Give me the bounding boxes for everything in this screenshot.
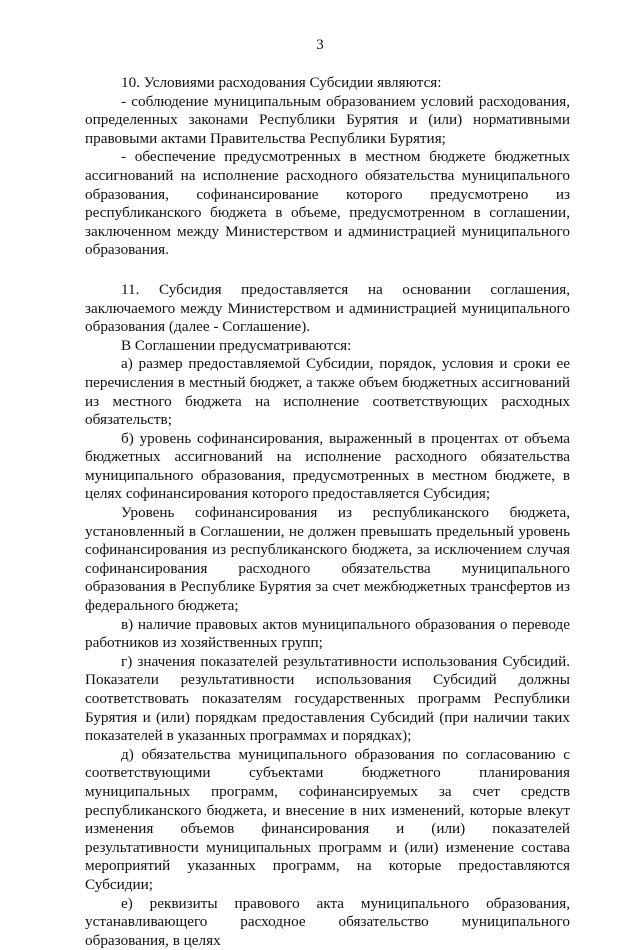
section-10-item-1: - соблюдение муниципальным образованием условий расходования, определенных законами Республики Бурятия и (или) нормативными правовыми актами Правительства Республики Бурятия; [85, 92, 570, 147]
section-10 [85, 74, 570, 260]
section-10-heading: 10. Условиями расходования Субсидии являются: [121, 74, 442, 91]
section-11-item-d: д) обязательства муниципального образования по согласованию с соответствующими субъектами бюджетного планирования муниципальных программ, софинансируемых за счет средств республиканского бюджета, и внесение в них изменений, которые влекут изменения объемов финансирования и (или) показателей результативности муниципальных программ и (или) изменение состава мероприятий указанных программ, на которые предоставляются Субсидии; [85, 745, 570, 893]
section-11-cofinancing-level: Уровень софинансирования из республиканского бюджета, установленный в Соглашении, не должен превышать предельный уровень софинансирования из республиканского бюджета, за исключением случая софинансирования расходного обязательства муниципального образования в Республике Бурятия за счет межбюджетных трансфертов из федерального бюджета; [85, 504, 570, 615]
section-11-item-a: а) размер предоставляемой Субсидии, порядок, условия и сроки ее перечисления в местный бюджет, а также объем бюджетных ассигнований из местного бюджета на исполнение соответствующих расходных обязательств; [85, 355, 570, 429]
page-number: 3 [316, 37, 324, 53]
section-11 [85, 281, 570, 950]
section-11-item-v: в) наличие правовых актов муниципального образования о переводе работников из хозяйственных групп; [85, 615, 570, 652]
document-body [85, 74, 570, 950]
section-11-intro: В Соглашении предусматриваются: [121, 336, 352, 354]
section-11-heading: 11. Субсидия предоставляется на основании соглашения, заключаемого между Министерством и администрацией муниципального образования (далее - Соглашение). [85, 280, 570, 336]
section-11-item-e: е) реквизиты правового акта муниципального образования, устанавливающего расходное обязательство муниципального образования, в целях [85, 894, 570, 949]
section-11-item-g: г) значения показателей результативности использования Субсидий. Показатели результативности использования Субсидий должны соответствовать показателям государственных программ Республики Бурятия и (или) порядкам предоставления Субсидий (при наличии таких показателей в указанных программах и порядках); [85, 652, 570, 745]
section-gap [85, 260, 570, 281]
section-11-item-b: б) уровень софинансирования, выраженный в процентах от объема бюджетных ассигнований на исполнение расходного обязательства муниципального образования, предусмотренных в местном бюджете, в целях софинансирования которого предоставляется Субсидия; [85, 429, 570, 503]
section-10-item-2: - обеспечение предусмотренных в местном бюджете бюджетных ассигнований на исполнение расходного обязательства муниципального образования, софинансирование которого предусмотрено из республиканского бюджета в объеме, предусмотренном в соглашении, заключенном между Министерством и администрацией муниципального образования. [85, 148, 570, 259]
